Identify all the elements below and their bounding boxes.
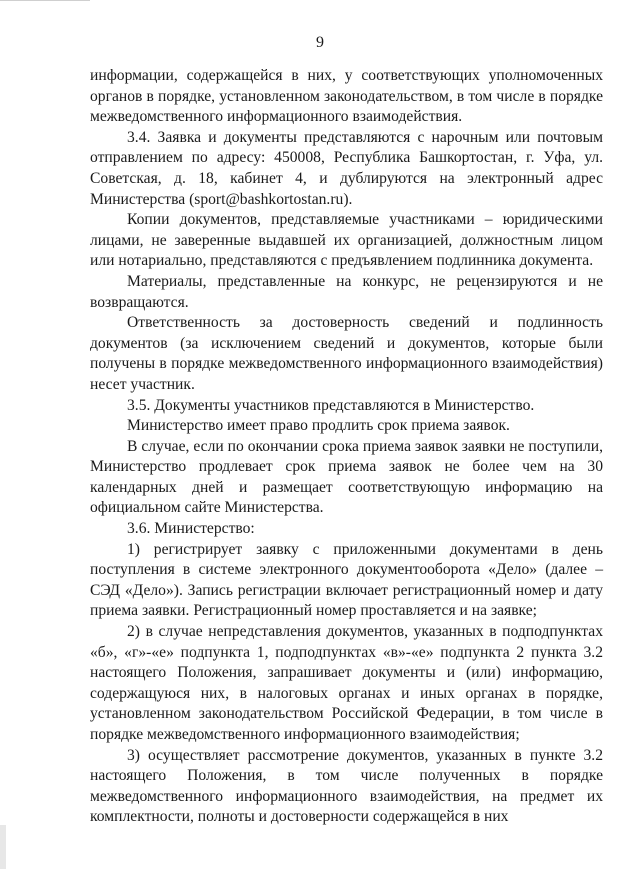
paragraph-responsibility: Ответственность за достоверность сведений и подлинность документов (за исключением сведений и документов, которые были получены в порядке межведомственного информационного взаимодействия) несет участник. [90, 314, 603, 393]
paragraph-extension-case: В случае, если по окончании срока приема заявок заявки не поступили, Министерство продлевает срок приема заявок не более чем на 30 календарных дней и размещает соответствующую информацию на официальном сайте Министерства. [90, 437, 603, 517]
list-item-3: 3) осуществляет рассмотрение документов, указанных в пункте 3.2 настоящего Положения, в том числе полученных в порядке межведомственного информационного взаимодействия, на предмет их комплектности, полноты и достоверности содержащейся в них [90, 746, 603, 826]
paragraph-3-5: 3.5. Документы участников представляются в Министерство. [127, 396, 535, 414]
page-number: 9 [316, 34, 324, 51]
paragraph-extension-right: Министерство имеет право продлить срок приема заявок. [127, 417, 510, 435]
paragraph-3-6: 3.6. Министерство: [127, 520, 255, 538]
paragraph-continuation: информации, содержащейся в них, у соответствующих уполномоченных органов в порядке, установленном законодательством, в том числе в порядке межведомственного информационного взаимодействия. [90, 67, 603, 126]
scan-edge-mark-bottom [0, 825, 6, 869]
scan-edge-mark [0, 0, 90, 1]
paragraph-materials: Материалы, представленные на конкурс, не рецензируются и не возвращаются. [90, 272, 603, 311]
list-item-1: 1) регистрирует заявку с приложенными документами в день поступления в системе электронного документооборота «Дело» (далее – СЭД «Дело»). Запись регистрации включает регистрационный номер и дату приема заявки. Регистрационный номер проставляется и на заявке; [90, 540, 603, 620]
list-item-2: 2) в случае непредставления документов, указанных в подподпунктах «б», «г»-«е» подпункта 1, подподпунктах «в»-«е» подпункта 2 пункта 3.2 настоящего Положения, запрашивает документы и (или) информацию, содержащуюся них, в налоговых органах и иных органах в порядке, установленном законодательством Российской Федерации, в том числе в порядке межведомственного информационного взаимодействия; [90, 623, 603, 743]
paragraph-copies: Копии документов, представляемые участниками – юридическими лицами, не заверенные выдавшей их организацией, должностным лицом или нотариально, представляются с предъявлением подлинника документа. [90, 211, 603, 270]
document-body [90, 66, 603, 828]
paragraph-3-4: 3.4. Заявка и документы представляются с нарочным или почтовым отправлением по адресу: 450008, Республика Башкортостан, г. Уфа, ул. Советская, д. 18, кабинет 4, и дублируются на электронный адрес Министерства (sport@bashkortostan.ru). [90, 128, 603, 208]
